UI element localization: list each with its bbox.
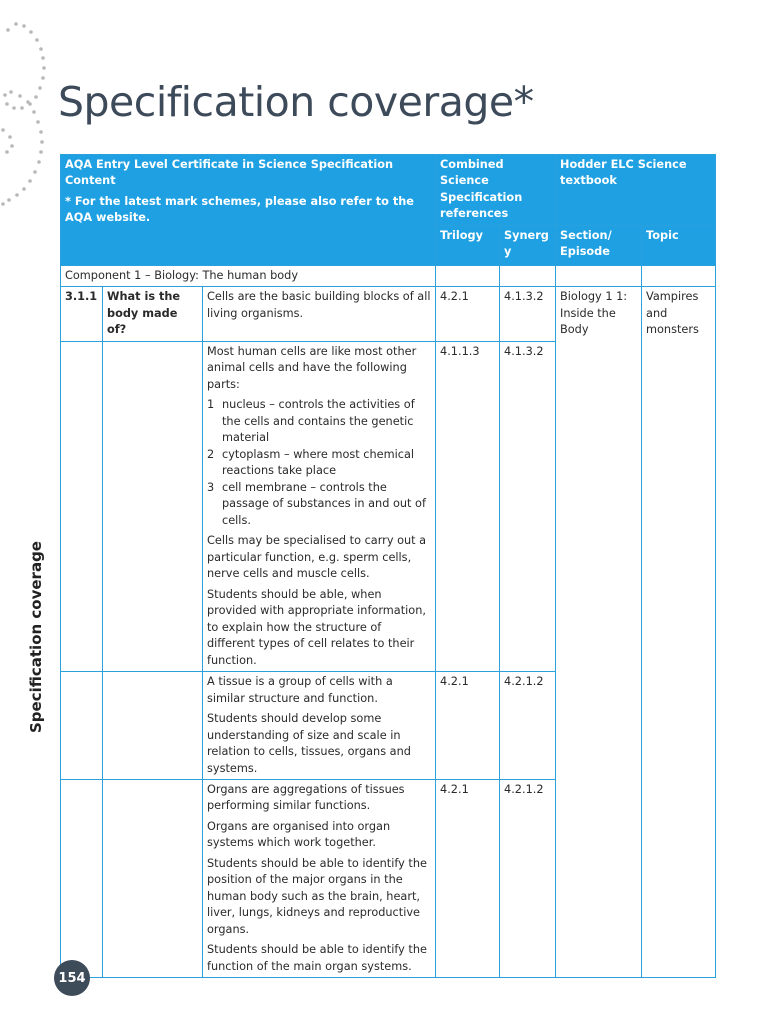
trilogy-ref: 4.2.1 [436,672,500,780]
spec-content [203,341,436,671]
synergy-ref: 4.2.1.2 [500,779,556,977]
synergy-ref: 4.1.3.2 [500,341,556,671]
spec-content [203,672,436,780]
spec-content: Cells are the basic building blocks of all living organisms. [203,287,436,341]
hodder-header: Hodder ELC Science textbook [556,155,716,226]
content-paragraph: Students should be able to identify the position of the major organs in the human body such as the brain, heart, liver, lungs, kidneys and reproductive organs. [207,856,427,936]
trilogy-ref: 4.1.1.3 [436,341,500,671]
aqa-header-note: * For the latest mark schemes, please also refer to the AQA website. [65,194,414,225]
spec-content [203,779,436,977]
content-paragraph: Organs are organised into organ systems which work together. [207,819,391,850]
content-paragraph: Organs are aggregations of tissues performing similar functions. [207,782,405,813]
page-title: Specification coverage* [58,78,534,126]
spec-code: 3.1.1 [61,287,103,341]
list-item: 3 cell membrane – controls the passage of substances in and out of cells. [207,480,426,527]
trilogy-header: Trilogy [436,225,500,265]
textbook-section: Biology 1 1: Inside the Body [556,287,642,978]
content-paragraph: Students should be able to identify the function of the main organ systems. [207,943,427,973]
trilogy-ref: 4.2.1 [436,287,500,341]
decorative-dots [0,0,60,240]
content-paragraph: A tissue is a group of cells with a similar structure and function. [207,675,393,705]
content-intro: Most human cells are like most other animal cells and have the following parts: [207,344,417,391]
header-row-1 [61,155,716,226]
combined-science-header: Combined Science Specification references [436,155,556,226]
table-row [61,287,716,341]
aqa-header-cell [61,155,436,266]
content-paragraph: Students should be able, when provided with appropriate information, to explain how the structure of different types of cell relates to their function. [207,587,426,667]
synergy-header: Synergy [500,225,556,265]
component-row [61,265,716,286]
section-header: Section/ Episode [556,225,642,265]
spec-topic: What is the body made of? [103,287,203,341]
textbook-topic: Vampires and monsters [642,287,716,978]
page-number-badge: 154 [54,960,90,996]
component-label: Component 1 – Biology: The human body [61,265,436,286]
trilogy-ref: 4.2.1 [436,779,500,977]
side-label: Specification coverage [27,541,45,733]
synergy-ref: 4.1.3.2 [500,287,556,341]
list-item: 1 nucleus – controls the activities of the cells and contains the genetic material [207,398,415,445]
content-paragraph: Cells may be specialised to carry out a particular function, e.g. sperm cells, nerve cells and muscle cells. [207,534,427,581]
topic-header: Topic [642,225,716,265]
content-paragraph: Students should develop some understanding of size and scale in relation to cells, tissues, organs and systems. [207,712,411,775]
specification-table [60,154,716,978]
list-item: 2 cytoplasm – where most chemical reactions take place [207,447,415,478]
synergy-ref: 4.2.1.2 [500,672,556,780]
numbered-list [207,397,431,529]
aqa-header-title: AQA Entry Level Certificate in Science Specification Content [65,158,393,188]
